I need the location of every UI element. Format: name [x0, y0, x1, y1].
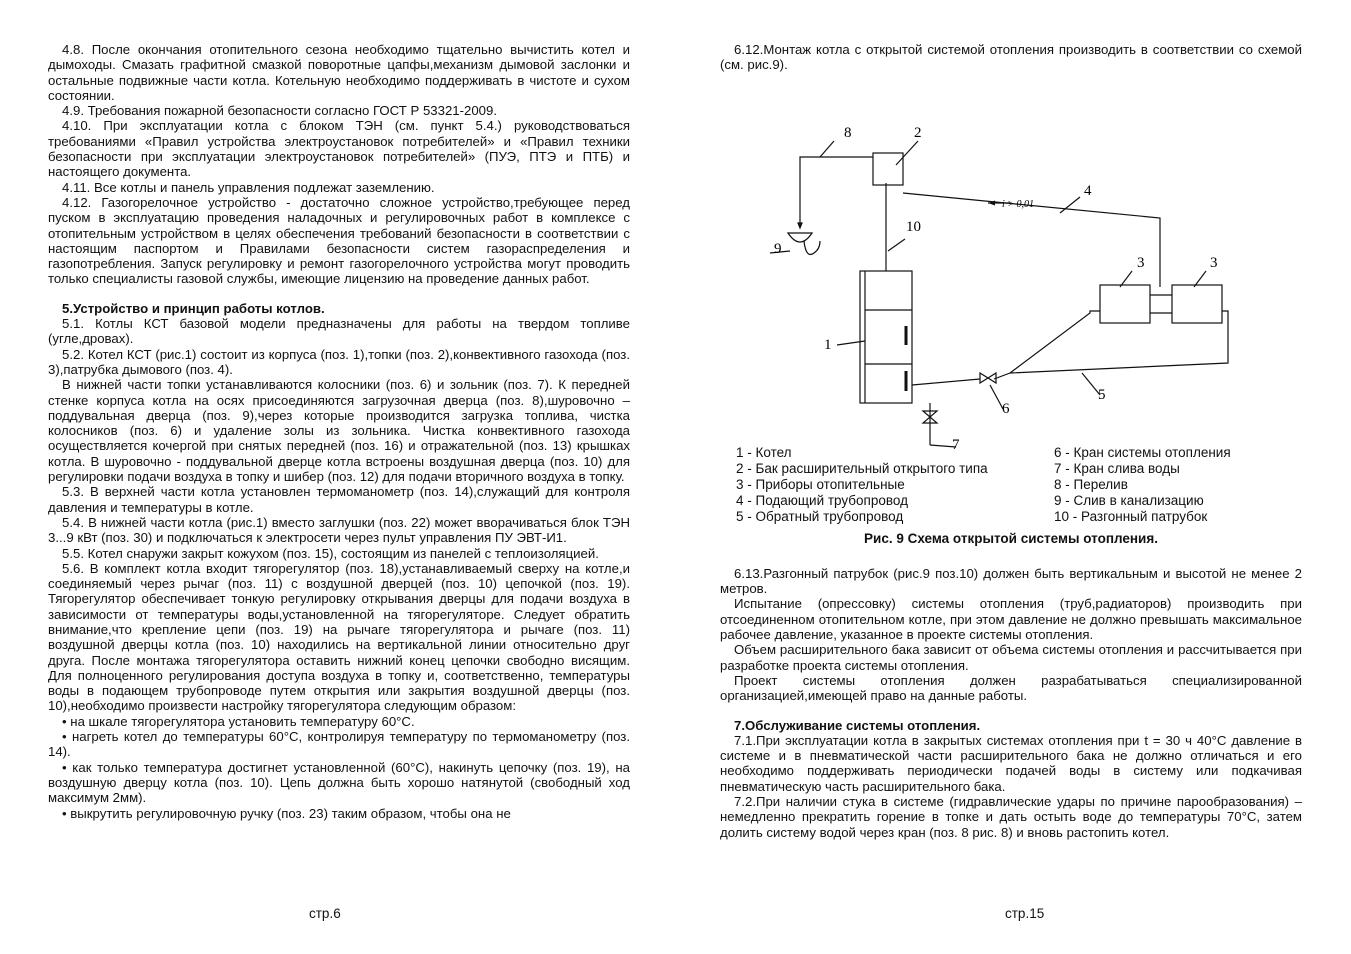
figure-caption: Рис. 9 Схема открытой системы отопления. — [864, 530, 1158, 546]
paragraph-5-3: 5.3. В верхней части котла установлен термоманометр (поз. 14),служащий для контроля давления и температуры в котле. — [48, 484, 630, 515]
bullet-1: • на шкале тягорегулятора установить температуру 60°С. — [62, 713, 415, 729]
boiler-shape — [860, 271, 912, 403]
label-2: 2 — [914, 124, 922, 141]
paragraph-pressure-test: Испытание (опрессовку) системы отопления (труб,радиаторов) производить при отсоединенном отопительном котле, при этом давление не должно превышать максимальное рабочее давление, указанное в проекте системы отопления. — [720, 596, 1302, 643]
paragraph-4-11: 4.11. Все котлы и панель управления подлежат заземлению. — [62, 179, 435, 195]
paragraph-4-8: 4.8. После окончания отопительного сезона необходимо тщательно вычистить котел и дымоходы. Смазать графитной смазкой поворотные цапфы,механизм дымовой заслонки и остальные подвижные части котла. Котельную необходимо поддерживать в чистоте и сухом состоянии. — [48, 42, 630, 103]
legend-item: 9 - Слив в канализацию — [1054, 492, 1204, 508]
page-number-left: стр.6 — [309, 906, 341, 921]
bullet-3: • как только температура достигнет установленной (60°С), накинуть цепочку (поз. 19), на воздушную дверцу котла (поз. 10). Цепь должна быть хорошо натянутой (свободный ход максимум 2мм). — [48, 759, 630, 806]
paragraph-tank-volume: Объем расширительного бака зависит от объема системы отопления и рассчитывается при разработке проекта системы отопления. — [720, 642, 1302, 673]
label-3b: 3 — [1210, 254, 1218, 271]
label-1: 1 — [824, 336, 832, 353]
legend-item: 6 - Кран системы отопления — [1054, 444, 1231, 460]
paragraph-6-13: 6.13.Разгонный патрубок (рис.9 поз.10) должен быть вертикальным и высотой не менее 2 метров. — [720, 565, 1302, 597]
slope-label: i > 0,01 — [1002, 198, 1035, 210]
label-7: 7 — [952, 436, 960, 453]
legend-item: 4 - Подающий трубопровод — [736, 492, 908, 508]
figure-legend — [720, 445, 1302, 527]
paragraph-5-1: 5.1. Котлы КСТ базовой модели предназначены для работы на твердом топливе (угле,дровах). — [48, 316, 630, 347]
page-number-right: стр.15 — [1005, 906, 1045, 921]
label-3a: 3 — [1137, 254, 1145, 271]
heating-valve-icon — [980, 373, 996, 383]
legend-left-column — [736, 445, 988, 525]
paragraph-7-1: 7.1.При эксплуатации котла в закрытых системах отопления при t = 30 ч 40°С давление в системе и в пневматической части расширительного бака не должно отличаться и его необходимо поддерживать периодически подачей воды в систему или подкачивая пневматическую часть расширительного бака. — [720, 732, 1302, 794]
paragraph-5-4: 5.4. В нижней части котла (рис.1) вместо заглушки (поз. 22) может вворачиваться блок ТЭН 3...9 кВт (поз. 30) и подключаться к электросети через пульт управления ПУ ЭВТ-И1. — [48, 514, 630, 546]
expansion-tank-shape — [873, 153, 903, 185]
label-4: 4 — [1084, 182, 1092, 199]
paragraph-5-5: 5.5. Котел снаружи закрыт кожухом (поз. 15), состоящим из панелей с теплоизоляцией. — [62, 545, 599, 561]
paragraph-5-2: 5.2. Котел КСТ (рис.1) состоит из корпуса (поз. 1),топки (поз. 2),конвективного газохода (поз. 3),патрубка дымового (поз. 4). — [48, 346, 630, 377]
radiator-shape-2 — [1172, 285, 1222, 323]
left-page — [48, 42, 630, 821]
label-8: 8 — [844, 124, 852, 141]
section-5-heading: 5.Устройство и принцип работы котлов. — [62, 300, 325, 316]
paragraph-4-12: 4.12. Газогорелочное устройство - достаточно сложное устройство,требующее перед пуском в эксплуатацию проведения наладочных и регулировочных работ в комплексе с отопительным устройством в целях обеспечения требований безопасности в соответствии с настоящим паспортом и Правилами безопасности систем газораспределения и газопотребления. Запуск регулировку и ремонт газогорелочного устройства могут проводить только специалисты газовой службы, имеющие лицензию на проведение данных работ. — [48, 194, 630, 287]
legend-item: 10 - Разгонный патрубок — [1054, 508, 1208, 524]
paragraph-7-2: 7.2.При наличии стука в системе (гидравлические удары по причине парообразования) – немедленно прекратить горение в топке и дать остыть воде до температуры 70°С, затем долить систему водой через кран (поз. 8 рис. 8) и вновь растопить котел. — [720, 794, 1302, 840]
paragraph-5-2-cont: В нижней части топки устанавливаются колосники (поз. 6) и зольник (поз. 7). К передней стенке корпуса котла на осях присоединяются загрузочная дверца (поз. 8),шуровочно – поддувальная дверца (поз. 9),через которые производится загрузка топлива, чистка колосников (поз. 6) и удаление золы из зольника. Чистка конвективного газохода осуществляется кочергой при снятых передней (поз. 16) и отражательной (поз. 13) крышках котла. В шуровочно - поддувальной дверце котла встроены воздушная дверца (поз. 10) для регулировки подачи воздуха в топку и шибер (поз. 12) для подачи вторичного воздуха в топку. — [48, 377, 630, 485]
paragraph-project: Проект системы отопления должен разрабатываться специализированной организацией,имеющей право на данные работы. — [720, 672, 1302, 704]
bullet-2: • нагреть котел до температуры 60°С, контролируя температуру по термоманометру (поз. 14). — [48, 729, 630, 760]
label-9: 9 — [774, 240, 782, 257]
legend-item: 3 - Приборы отопительные — [736, 476, 905, 492]
paragraph-5-6: 5.6. В комплект котла входит тягорегулятор (поз. 18),устанавливаемый сверху на котле,и соединяемый через рычаг (поз. 11) с воздушной дверцей (поз. 10) цепочкой (поз. 19). Тягорегулятор обеспечивает тонкую регулировку открывания дверцы для подачи воздуха в зависимости от температуры воды,установленной на тягорегуляторе. Следует обратить внимание,что крепление цепи (поз. 19) на рычаге тягорегулятора и рычаге (поз. 11) воздушной дверцы котла (поз. 10) находились на вертикальной линии относительно друг друга. После монтажа тягорегулятора оставить нижний конец цепочки свободно висящим. Для полноценного регулирования доступа воздуха в топку и, соответственно, температуры воды в подающем трубопроводе путем открытия или закрытия воздушной дверцы (поз. 10),необходимо произвести настройку тягорегулятора следующим образом: — [48, 560, 630, 714]
legend-item: 2 - Бак расширительный открытого типа — [736, 460, 988, 476]
section-7-heading: 7.Обслуживание системы отопления. — [734, 717, 981, 733]
legend-item: 7 - Кран слива воды — [1054, 460, 1180, 476]
legend-item: 1 - Котел — [736, 444, 792, 460]
paragraph-4-10: 4.10. При эксплуатации котла с блоком ТЭН (см. пункт 5.4.) руководствоваться требованиями «Правил устройства электроустановок потребителей» и «Правил техники безопасности при эксплуатации электроустановок потребителей» (ПУЭ, ПТЭ и ПТБ) и настоящего документа. — [48, 118, 630, 180]
label-5: 5 — [1098, 386, 1106, 403]
paragraph-6-12: 6.12.Монтаж котла с открытой системой отопления производить в соответствии со схемой (см. рис.9). — [720, 42, 1302, 73]
legend-item: 5 - Обратный трубопровод — [736, 508, 904, 524]
right-page — [720, 42, 1302, 840]
radiator-shape-1 — [1100, 285, 1150, 323]
paragraph-4-9: 4.9. Требования пожарной безопасности согласно ГОСТ Р 53321-2009. — [62, 103, 498, 119]
label-10: 10 — [906, 218, 921, 235]
legend-item: 8 - Перелив — [1054, 476, 1128, 492]
legend-right-column — [1054, 445, 1231, 525]
bullet-4: • выкрутить регулировочную ручку (поз. 23) таким образом, чтобы она не — [62, 805, 511, 821]
label-6: 6 — [1002, 400, 1010, 417]
